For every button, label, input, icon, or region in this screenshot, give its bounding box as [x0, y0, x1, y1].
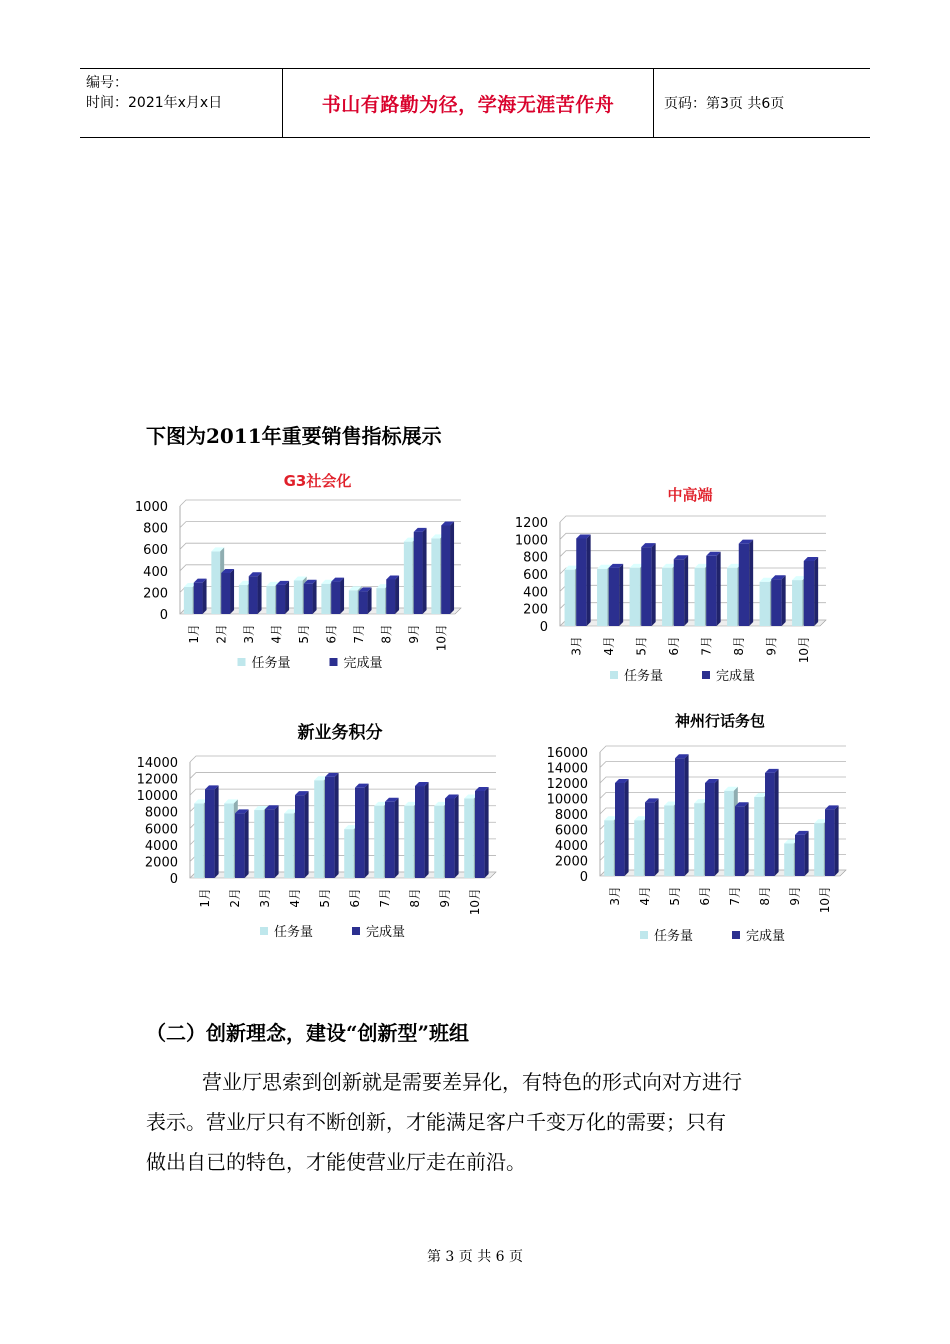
bar-side	[203, 579, 207, 614]
bar-front	[331, 582, 340, 614]
chart-title: 中高端	[667, 486, 713, 504]
bar-front	[249, 576, 258, 614]
bar-front	[385, 802, 395, 878]
y-tick-label: 6000	[554, 823, 588, 839]
bar	[385, 798, 399, 878]
bar-front	[221, 573, 230, 614]
bar-side	[425, 782, 429, 878]
bar-front	[414, 532, 423, 614]
bar-side	[245, 809, 249, 878]
bar	[295, 791, 309, 878]
time-label: 时间：2021年x月x日	[86, 95, 223, 111]
bar	[235, 809, 249, 878]
bar-side	[805, 831, 809, 876]
bar-side	[782, 575, 786, 626]
y-tick-label: 400	[523, 585, 548, 601]
legend-swatch	[732, 931, 740, 939]
bar-front	[675, 758, 685, 876]
bar-side	[313, 580, 317, 614]
bar-front	[194, 803, 204, 878]
gridline	[190, 756, 496, 762]
bar	[265, 805, 279, 878]
legend-swatch	[260, 927, 268, 935]
bar-front	[349, 590, 358, 614]
bar	[739, 540, 753, 626]
chart-new-business-svg	[100, 716, 500, 946]
bar	[205, 785, 219, 878]
bar-front	[664, 805, 674, 876]
bar-front	[771, 579, 781, 626]
bar	[641, 543, 655, 626]
bar-front	[355, 788, 365, 878]
gridline	[180, 500, 461, 506]
bar-front	[475, 791, 485, 878]
bar-front	[441, 525, 450, 614]
bar-front	[376, 588, 385, 614]
gridline	[600, 808, 846, 814]
bar	[386, 575, 399, 614]
bar-front	[266, 586, 275, 614]
x-tick-label: 8月	[731, 636, 746, 656]
legend-label: 任务量	[274, 925, 314, 940]
y-tick-label: 1000	[134, 500, 168, 515]
x-tick-label: 3月	[608, 886, 622, 906]
bar-front	[706, 556, 716, 626]
y-tick-label: 16000	[546, 746, 588, 761]
legend-label: 完成量	[716, 669, 756, 684]
x-tick-label: 9月	[406, 624, 421, 644]
bar-front	[321, 584, 330, 614]
bar	[475, 787, 489, 878]
bar-front	[404, 806, 414, 878]
bar	[249, 572, 262, 614]
body-paragraph	[146, 1062, 816, 1182]
y-tick-label: 8000	[554, 808, 588, 823]
bar-front	[374, 806, 384, 878]
bar-front	[615, 783, 625, 876]
bar	[645, 798, 659, 876]
bar-side	[715, 779, 719, 876]
gridline	[190, 789, 496, 795]
bar	[194, 579, 207, 614]
bar-front	[205, 789, 215, 878]
bar-side	[285, 581, 289, 614]
bar-front	[814, 823, 824, 876]
bar-front	[224, 803, 234, 878]
x-tick-label: 3月	[241, 624, 256, 644]
bar	[221, 569, 234, 614]
bar	[765, 769, 779, 876]
gridline	[600, 762, 846, 768]
y-tick-label: 14000	[136, 756, 178, 771]
legend-swatch	[238, 658, 246, 666]
paragraph-line: 表示。营业厅只有不断创新，才能满足客户千变万化的需要；只有	[146, 1110, 726, 1134]
bar	[615, 779, 629, 876]
x-tick-label: 4月	[638, 886, 652, 906]
number-label: 编号：	[86, 75, 128, 91]
section-title: 下图为2011年重要销售指标展示	[146, 424, 442, 448]
bar-front	[386, 579, 395, 614]
bar-side	[305, 791, 309, 878]
bar	[331, 578, 344, 614]
bar-side	[717, 552, 721, 626]
y-tick-label: 4000	[144, 838, 178, 854]
bar-front	[464, 798, 474, 878]
bar-side	[368, 587, 372, 614]
bar-front	[694, 803, 704, 876]
bar-front	[662, 568, 672, 626]
bar	[771, 575, 785, 626]
chart-g3-svg	[100, 462, 470, 677]
page-header	[80, 68, 870, 138]
y-tick-label: 0	[169, 872, 178, 887]
y-tick-label: 1000	[514, 533, 548, 549]
bar	[415, 782, 429, 878]
y-tick-label: 8000	[144, 805, 178, 821]
bar	[706, 552, 720, 626]
y-tick-label: 200	[143, 586, 168, 602]
bar-side	[749, 540, 753, 626]
x-tick-label: 5月	[668, 886, 682, 906]
bar-front	[325, 777, 335, 878]
bar	[576, 534, 590, 626]
chart-title: G3社会化	[283, 472, 352, 490]
bar-front	[765, 773, 775, 876]
subheading: （二）创新理念，建设“创新型”班组	[146, 1021, 470, 1045]
y-tick-label: 10000	[136, 789, 178, 805]
bar	[675, 754, 689, 876]
gridline	[600, 746, 846, 752]
page-footer: 第 3 页 共 6 页	[426, 1249, 524, 1265]
bar-front	[576, 538, 586, 626]
x-tick-label: 10月	[468, 888, 482, 916]
bar-front	[304, 584, 313, 614]
bar-front	[760, 582, 770, 626]
bar-side	[684, 555, 688, 626]
y-tick-label: 4000	[554, 839, 588, 854]
bar-side	[395, 575, 399, 614]
x-tick-label: 9月	[764, 636, 779, 656]
bar-front	[565, 570, 575, 626]
x-tick-label: 10月	[796, 636, 811, 664]
x-tick-label: 6月	[348, 888, 362, 908]
legend-swatch	[702, 671, 710, 679]
bar-front	[825, 809, 835, 876]
bar-front	[344, 829, 354, 878]
bar	[304, 580, 317, 614]
y-tick-label: 800	[143, 521, 168, 537]
bar	[705, 779, 719, 876]
y-tick-label: 1200	[514, 516, 548, 531]
y-tick-label: 0	[579, 870, 588, 885]
y-tick-label: 6000	[144, 822, 178, 838]
chart-shenzhouxing	[520, 706, 850, 951]
bar	[445, 794, 459, 878]
y-tick-label: 600	[143, 543, 168, 559]
bar-side	[625, 779, 629, 876]
chart-shenzhouxing-svg	[520, 706, 850, 951]
bar-front	[284, 813, 294, 878]
y-tick-label: 10000	[546, 792, 588, 808]
bar-front	[705, 783, 715, 876]
gridline	[560, 551, 826, 557]
bar-front	[434, 806, 444, 878]
y-tick-label: 0	[539, 620, 548, 635]
x-tick-label: 1月	[198, 888, 212, 908]
bar	[359, 587, 372, 614]
bar-side	[775, 769, 779, 876]
x-tick-label: 5月	[318, 888, 332, 908]
chart-g3	[100, 462, 470, 677]
bar-front	[239, 585, 248, 614]
bar-front	[634, 820, 644, 876]
legend-label: 任务量	[624, 669, 664, 684]
legend-label: 任务量	[251, 656, 291, 671]
gridline	[600, 793, 846, 799]
legend-swatch	[640, 931, 648, 939]
bar-front	[645, 802, 655, 876]
legend-swatch	[352, 927, 360, 935]
bar-front	[695, 568, 705, 626]
bar-front	[792, 580, 802, 626]
x-tick-label: 8月	[408, 888, 422, 908]
legend-label: 完成量	[366, 925, 406, 940]
x-tick-label: 7月	[351, 624, 366, 644]
gridline	[190, 773, 496, 779]
x-tick-label: 6月	[324, 624, 339, 644]
bar-front	[431, 538, 440, 614]
chart-mid-high	[490, 478, 835, 693]
bar-side	[230, 569, 234, 614]
bar	[825, 805, 839, 876]
header-page-label: 页码：第3页 共6页	[664, 96, 785, 112]
bar-front	[294, 581, 303, 614]
bar-front	[194, 583, 203, 614]
legend-swatch	[330, 658, 338, 666]
y-tick-label: 200	[523, 602, 548, 618]
bar-front	[641, 547, 651, 626]
legend-label: 完成量	[746, 929, 786, 944]
y-tick-label: 14000	[546, 761, 588, 777]
y-tick-label: 2000	[144, 855, 178, 871]
x-tick-label: 7月	[728, 886, 742, 906]
bar-side	[587, 534, 591, 626]
bar-front	[211, 551, 220, 614]
bar-side	[423, 528, 427, 614]
bar-front	[265, 809, 275, 878]
bar-side	[652, 543, 656, 626]
bar-side	[455, 794, 459, 878]
bar	[325, 773, 339, 878]
legend-label: 完成量	[343, 656, 383, 671]
bar-front	[295, 795, 305, 878]
x-tick-label: 2月	[228, 888, 242, 908]
bar-side	[685, 754, 689, 876]
x-tick-label: 3月	[258, 888, 272, 908]
bar	[609, 564, 623, 626]
bar-front	[727, 568, 737, 626]
x-tick-label: 4月	[288, 888, 302, 908]
x-tick-label: 4月	[601, 636, 616, 656]
bar-front	[254, 810, 264, 878]
bar-side	[619, 564, 623, 626]
bar-side	[835, 805, 839, 876]
bar-front	[735, 806, 745, 876]
bar	[795, 831, 809, 876]
bar	[674, 555, 688, 626]
gridline	[600, 777, 846, 783]
bar	[355, 784, 369, 878]
bar-front	[739, 544, 749, 626]
y-tick-label: 12000	[136, 772, 178, 788]
bar-side	[395, 798, 399, 878]
bar	[441, 521, 454, 614]
x-tick-label: 9月	[438, 888, 452, 908]
y-tick-label: 2000	[554, 854, 588, 870]
x-tick-label: 10月	[434, 624, 449, 652]
chart-title: 新业务积分	[297, 723, 383, 743]
bar-front	[795, 835, 805, 876]
bar-side	[258, 572, 262, 614]
x-tick-label: 5月	[634, 636, 649, 656]
y-tick-label: 0	[159, 608, 168, 623]
gridline	[560, 533, 826, 539]
bar-side	[745, 802, 749, 876]
bar-front	[276, 585, 285, 614]
bar	[735, 802, 749, 876]
legend-label: 任务量	[654, 929, 694, 944]
bar-side	[655, 798, 659, 876]
x-tick-label: 4月	[269, 624, 284, 644]
bar-front	[314, 780, 324, 878]
bar-front	[804, 561, 814, 626]
bar-front	[415, 786, 425, 878]
chart-title: 神州行话务包	[674, 712, 766, 730]
bar-front	[609, 568, 619, 626]
bar-front	[359, 591, 368, 614]
bar-side	[335, 773, 339, 878]
y-tick-label: 800	[523, 550, 548, 566]
chart-new-business	[100, 716, 500, 946]
y-tick-label: 12000	[546, 777, 588, 792]
bar-front	[445, 798, 455, 878]
bar-side	[450, 521, 454, 614]
y-tick-label: 400	[143, 564, 168, 580]
bar-front	[604, 820, 614, 876]
bar	[414, 528, 427, 614]
gridline	[560, 516, 826, 522]
paragraph-line: 做出自已的特色，才能使营业厅走在前沿。	[146, 1150, 526, 1174]
x-tick-label: 7月	[378, 888, 392, 908]
bar-front	[597, 569, 607, 626]
bar-side	[215, 785, 219, 878]
legend-swatch	[610, 671, 618, 679]
header-motto: 书山有路勤为径，学海无涯苦作舟	[282, 69, 654, 137]
x-tick-label: 8月	[758, 886, 772, 906]
bar-side	[275, 805, 279, 878]
x-tick-label: 6月	[698, 886, 712, 906]
bar	[276, 581, 289, 614]
bar-front	[724, 791, 734, 876]
x-tick-label: 7月	[699, 636, 714, 656]
bar-front	[184, 587, 193, 614]
x-tick-label: 10月	[818, 886, 832, 914]
bar-front	[754, 797, 764, 876]
chart-mid-high-svg	[490, 478, 835, 693]
bar-side	[814, 557, 818, 626]
bar-front	[630, 568, 640, 626]
gridline	[180, 522, 461, 528]
x-tick-label: 1月	[186, 624, 201, 644]
x-tick-label: 9月	[788, 886, 802, 906]
bar-side	[340, 578, 344, 614]
x-tick-label: 2月	[214, 624, 229, 644]
x-tick-label: 5月	[296, 624, 311, 644]
header-meta	[80, 69, 282, 137]
y-tick-label: 600	[523, 568, 548, 583]
bar-front	[404, 542, 413, 614]
x-tick-label: 8月	[379, 624, 394, 644]
bar-front	[784, 843, 794, 876]
x-tick-label: 6月	[666, 636, 681, 656]
bar-front	[674, 559, 684, 626]
bar	[804, 557, 818, 626]
bar-side	[365, 784, 369, 878]
bar-side	[485, 787, 489, 878]
paragraph-line: 营业厅思索到创新就是需要差异化，有特色的形式向对方进行	[202, 1070, 742, 1094]
bar-front	[235, 813, 245, 878]
x-tick-label: 3月	[569, 636, 584, 656]
